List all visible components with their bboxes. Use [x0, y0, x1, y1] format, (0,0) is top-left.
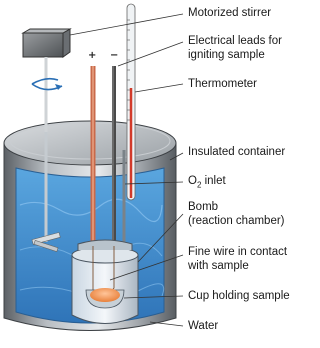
bomb-reaction-chamber: [72, 240, 138, 324]
label-bomb-2: (reaction chamber): [188, 215, 285, 227]
label-electrical-leads-1: Electrical leads for: [188, 35, 282, 47]
label-motorized-stirrer: Motorized stirrer: [188, 7, 272, 19]
minus-sign: −: [110, 50, 119, 61]
label-electrical-leads-2: igniting sample: [188, 49, 265, 61]
label-insulated-container: Insulated container: [188, 146, 286, 158]
o2-suffix: inlet: [201, 175, 226, 187]
label-fine-wire-2: with sample: [188, 260, 249, 272]
label-fine-wire-1: Fine wire in contact: [188, 246, 288, 258]
label-bomb-1: Bomb: [188, 201, 219, 213]
label-thermometer: Thermometer: [188, 78, 258, 90]
o2-prefix: O: [188, 175, 197, 187]
o2-subscript: 2: [196, 180, 202, 190]
thermometer: [127, 4, 135, 200]
sample: [90, 288, 120, 302]
label-o2-inlet: [188, 175, 226, 191]
plus-sign: +: [88, 50, 97, 61]
label-cup: Cup holding sample: [188, 290, 290, 302]
label-water: Water: [188, 320, 219, 332]
